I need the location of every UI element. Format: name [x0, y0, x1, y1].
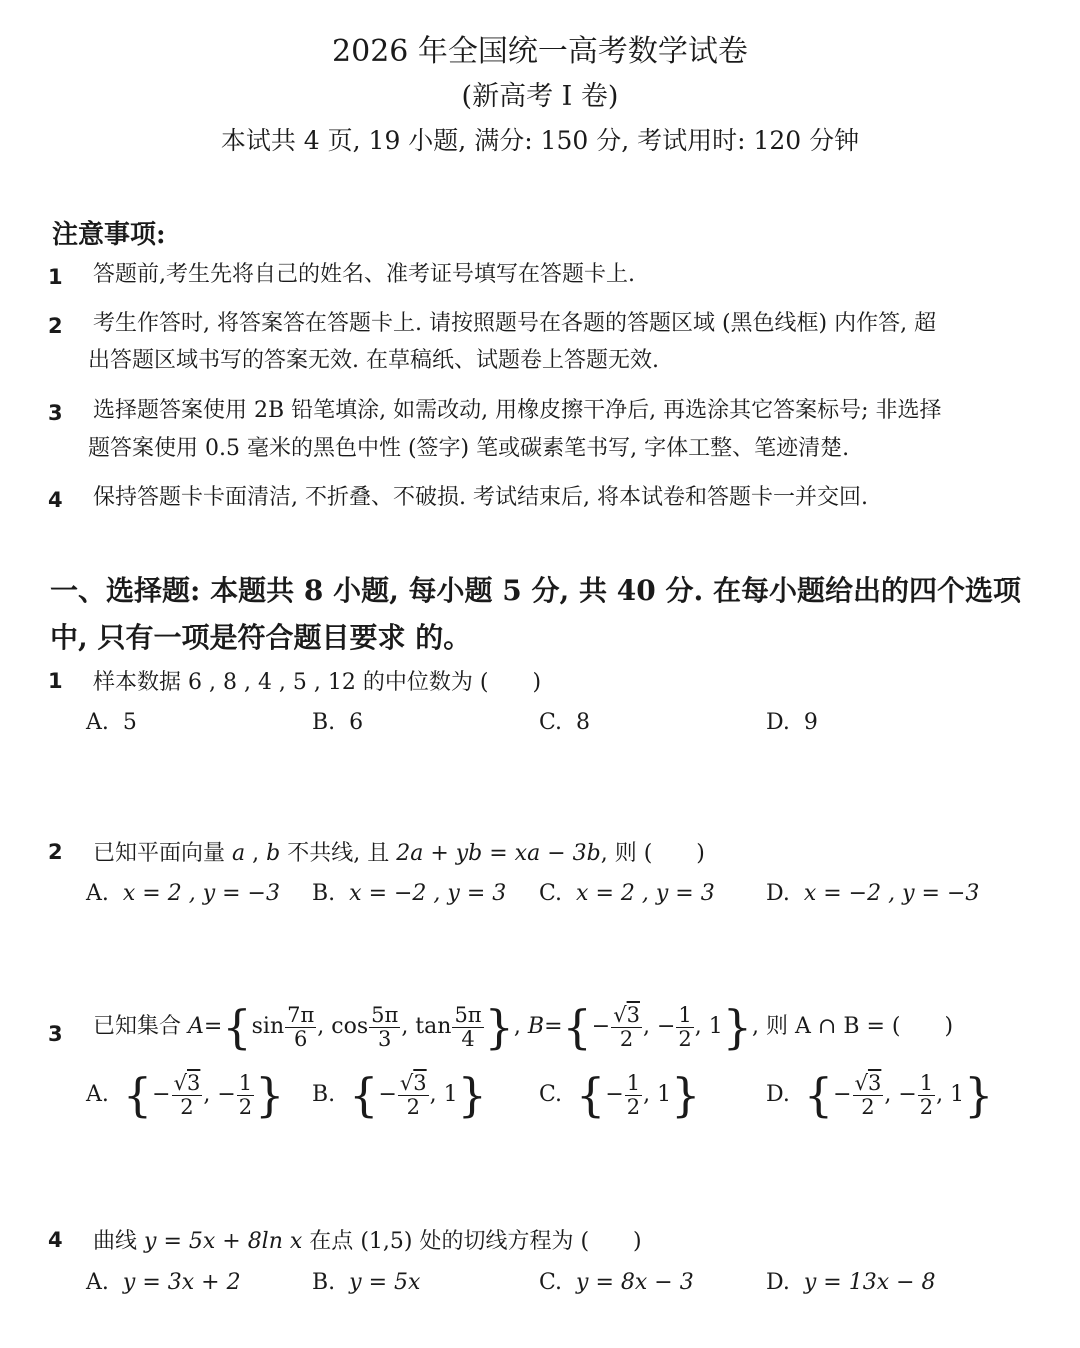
set-a: A={sin $\frac{7\pi}{6}$ , cos $\frac{5\pi}{3}$ , tan $\frac{5\pi}{4}$ } [188, 1000, 514, 1054]
notice-item: 答题前,考生先将自己的姓名、准考证号填写在答题卡上. [93, 262, 635, 287]
notice-heading: 注意事项: [52, 220, 166, 250]
question-number: 1 [48, 669, 63, 693]
option-b[interactable]: B. 6 [312, 710, 364, 735]
notice-item-continuation: 题答案使用 0.5 毫米的黑色中性 (签字) 笔或碳素笔书写, 字体工整、笔迹清楚. [88, 436, 850, 461]
page-title: 2026 年全国统一高考数学试卷 [332, 34, 748, 69]
notice-item: 考生作答时, 将答案答在答题卡上. 请按照题号在各题的答题区域 (黑色线框) 内作答, 超 [93, 311, 937, 336]
notice-item: 保持答题卡卡面清洁, 不折叠、不破损. 考试结束后, 将本试卷和答题卡一并交回. [93, 485, 868, 510]
set-b: B={− $\frac{√3}{2}$ , − $\frac{1}{2}$ , 1} [527, 1000, 753, 1054]
option-d[interactable]: D. y = 13x − 8 [766, 1270, 936, 1295]
section-heading: 一、选择题: 本题共 8 小题, 每小题 5 分, 共 40 分. 在每小题给出的四个选项 [50, 574, 1021, 607]
notice-item-continuation: 出答题区域书写的答案无效. 在草稿纸、试题卷上答题无效. [88, 348, 659, 373]
section-heading-continuation: 中, 只有一项是符合题目要求 的。 [50, 621, 472, 654]
option-d[interactable]: D. {− $\frac{√3}{2}$ , − $\frac{1}{2}$ , 1} [766, 1068, 994, 1122]
option-a[interactable]: A. 5 [86, 710, 137, 735]
notice-number: 1 [48, 265, 63, 289]
question-stem: 已知集合 A={sin $\frac{7\pi}{6}$ , cos $\frac{5\pi}{3}$ , tan $\frac{5\pi}{4}$ }, B={− $\frac{√3}{2}$ , − $\frac{1}{2}$ , 1}, 则 A ∩ B = ( ) [93, 1000, 954, 1054]
option-d[interactable]: D. x = −2 , y = −3 [766, 881, 980, 906]
option-c[interactable]: C. {− $\frac{1}{2}$ , 1} [539, 1068, 701, 1122]
question-number: 3 [48, 1022, 63, 1046]
option-a[interactable]: A. {− $\frac{√3}{2}$ , − $\frac{1}{2}$ } [86, 1068, 285, 1122]
option-c[interactable]: C. y = 8x − 3 [539, 1270, 694, 1295]
option-c[interactable]: C. x = 2 , y = 3 [539, 881, 715, 906]
notice-number: 3 [48, 401, 63, 425]
question-stem: 样本数据 6 , 8 , 4 , 5 , 12 的中位数为 ( ) [93, 670, 542, 695]
question-stem: 已知平面向量 a , b 不共线, 且 2a + yb = xa − 3b, 则 ( ) [93, 841, 705, 866]
option-b[interactable]: B. y = 5x [312, 1270, 421, 1295]
option-a[interactable]: A. y = 3x + 2 [86, 1270, 241, 1295]
notice-item: 选择题答案使用 2B 铅笔填涂, 如需改动, 用橡皮擦干净后, 再选涂其它答案标号; 非选择 [93, 398, 942, 423]
option-b[interactable]: B. x = −2 , y = 3 [312, 881, 507, 906]
notice-number: 4 [48, 488, 63, 512]
question-stem: 曲线 y = 5x + 8ln x 在点 (1,5) 处的切线方程为 ( ) [93, 1229, 642, 1254]
option-d[interactable]: D. 9 [766, 710, 818, 735]
notice-number: 2 [48, 314, 63, 338]
option-c[interactable]: C. 8 [539, 710, 591, 735]
question-number: 2 [48, 840, 63, 864]
vector-equation: 2a + yb = xa − 3b [396, 841, 601, 866]
page-subtitle: (新高考 I 卷) [461, 81, 619, 112]
option-b[interactable]: B. {− $\frac{√3}{2}$ , 1} [312, 1068, 487, 1122]
option-a[interactable]: A. x = 2 , y = −3 [86, 881, 280, 906]
curve-equation: y = 5x + 8ln x [144, 1229, 303, 1254]
question-number: 4 [48, 1228, 63, 1252]
exam-meta: 本试共 4 页, 19 小题, 满分: 150 分, 考试用时: 120 分钟 [220, 126, 860, 155]
